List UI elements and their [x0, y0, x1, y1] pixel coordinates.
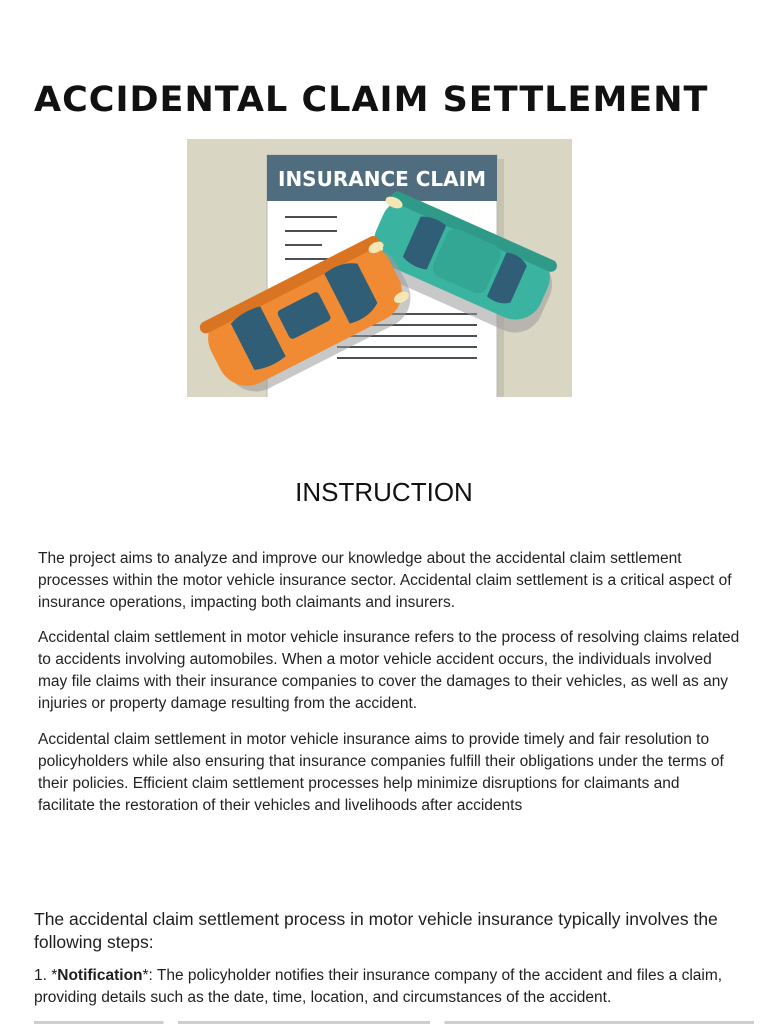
steps-intro: The accidental claim settlement process in motor vehicle insurance typically involves the following steps: — [34, 909, 718, 952]
intro-paragraph: The project aims to analyze and improve our knowledge about the accidental claim settlement processes within the motor vehicle insurance sector. Accidental claim settlement is a critical aspect of insurance operations, impacting both claimants and insurers. — [38, 550, 732, 611]
cut-off-text-line — [34, 1016, 754, 1026]
definition-paragraph: Accidental claim settlement in motor vehicle insurance refers to the process of resolving claims related to accidents involving automobiles. When a motor vehicle accident occurs, the individuals involved may file claims with their insurance companies to cover the damages to their vehicles, as well as any injuries or property damage resulting from the accident. — [38, 629, 740, 712]
section-heading: INSTRUCTION — [295, 477, 473, 507]
insurance-claim-illustration — [187, 139, 572, 397]
page-title: ACCIDENTAL CLAIM SETTLEMENT — [34, 80, 709, 120]
step-item — [34, 965, 739, 1009]
step-number: 1. * — [34, 967, 58, 984]
step-name: Notification — [57, 967, 143, 984]
step-text: *: The policyholder notifies their insurance company of the accident and files a claim, providing details such as the date, time, location, and circumstances of the accident. — [34, 967, 723, 1006]
purpose-paragraph: Accidental claim settlement in motor vehicle insurance aims to provide timely and fair resolution to policyholders while also ensuring that insurance companies fulfill their obligations under the terms of their policies. Efficient claim settlement processes help minimize disruptions for claimants and facilitate the restoration of their vehicles and livelihoods after accidents — [38, 731, 724, 814]
claim-form-banner-text: INSURANCE CLAIM — [278, 167, 486, 191]
